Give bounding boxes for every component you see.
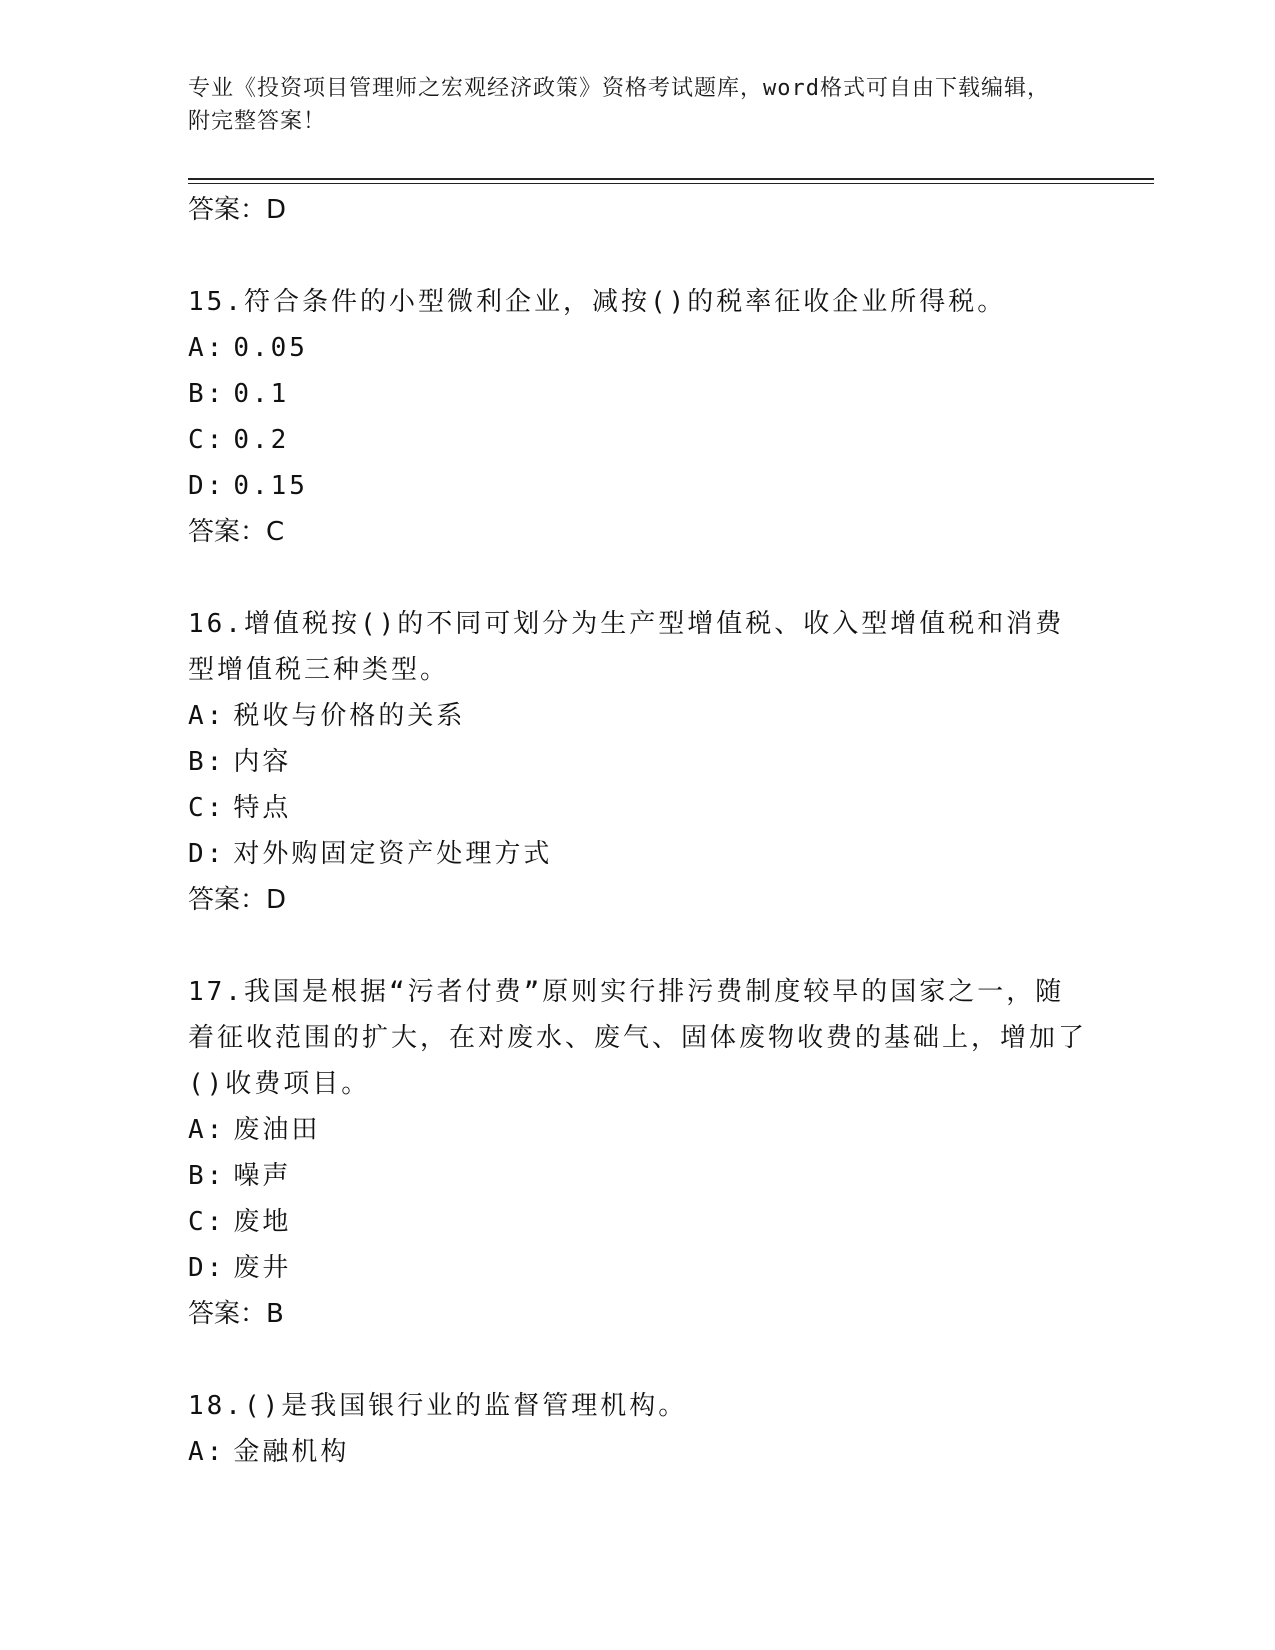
- question-text: 17.我国是根据“污者付费”原则实行排污费制度较早的国家之一，随着征收范围的扩大，在对废水、废气、固体废物收费的基础上，增加了()收费项目。: [188, 977, 1088, 1099]
- option-value: 废井: [233, 1253, 292, 1283]
- option-value: 金融机构: [233, 1437, 350, 1467]
- option-letter: A:: [188, 1115, 226, 1145]
- option-c: [188, 417, 1088, 463]
- option-a: [188, 693, 1088, 739]
- question-block: [188, 969, 1088, 1337]
- question-block: [188, 1383, 1088, 1475]
- option-letter: B:: [188, 1161, 226, 1191]
- option-a: [188, 325, 1088, 371]
- option-b: [188, 371, 1088, 417]
- option-value: 0.1: [233, 379, 290, 409]
- option-d: [188, 1245, 1088, 1291]
- header-divider: [188, 178, 1154, 180]
- option-value: 0.05: [233, 333, 308, 363]
- option-letter: C:: [188, 425, 226, 455]
- option-value: 噪声: [233, 1161, 292, 1191]
- option-value: 废地: [233, 1207, 292, 1237]
- option-a: [188, 1429, 1088, 1475]
- option-a: [188, 1107, 1088, 1153]
- option-d: [188, 463, 1088, 509]
- question-text: 18.()是我国银行业的监督管理机构。: [188, 1391, 688, 1421]
- question-list: [188, 187, 1088, 1475]
- option-value: 0.15: [233, 471, 308, 501]
- option-letter: D:: [188, 839, 226, 869]
- option-letter: B:: [188, 379, 226, 409]
- question-block: [188, 601, 1088, 923]
- header-divider-thin: [188, 183, 1154, 184]
- answer-line: 答案：C: [188, 517, 285, 547]
- option-value: 税收与价格的关系: [233, 701, 466, 731]
- option-b: [188, 1153, 1088, 1199]
- option-letter: A:: [188, 1437, 226, 1467]
- option-value: 0.2: [233, 425, 290, 455]
- option-value: 内容: [233, 747, 292, 777]
- question-text: 15.符合条件的小型微利企业，减按()的税率征收企业所得税。: [188, 287, 1007, 317]
- option-letter: C:: [188, 1207, 226, 1237]
- option-value: 特点: [233, 793, 292, 823]
- option-c: [188, 785, 1088, 831]
- option-value: 对外购固定资产处理方式: [233, 839, 553, 869]
- option-letter: A:: [188, 333, 226, 363]
- option-b: [188, 739, 1088, 785]
- answer-line: 答案：B: [188, 1299, 284, 1329]
- answer-line: 答案：D: [188, 885, 287, 915]
- page-header: 专业《投资项目管理师之宏观经济政策》资格考试题库，word格式可自由下载编辑，附完整答案！: [188, 76, 1050, 134]
- option-c: [188, 1199, 1088, 1245]
- question-text: 16.增值税按()的不同可划分为生产型增值税、收入型增值税和消费型增值税三种类型。: [188, 609, 1065, 685]
- option-letter: B:: [188, 747, 226, 777]
- option-value: 废油田: [233, 1115, 321, 1145]
- option-letter: D:: [188, 1253, 226, 1283]
- option-letter: A:: [188, 701, 226, 731]
- question-block: [188, 279, 1088, 555]
- option-letter: D:: [188, 471, 226, 501]
- option-letter: C:: [188, 793, 226, 823]
- answer-line: 答案：D: [188, 195, 287, 225]
- option-d: [188, 831, 1088, 877]
